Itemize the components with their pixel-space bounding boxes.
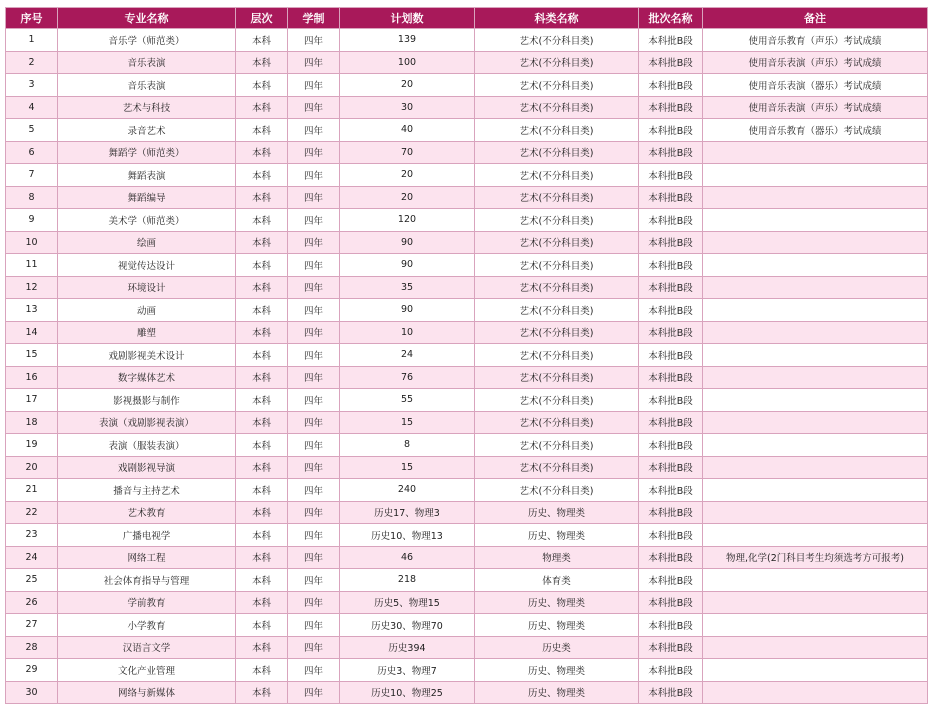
cell-remarks — [703, 411, 928, 434]
cell-major: 汉语言文学 — [58, 636, 236, 659]
cell-seq: 19 — [6, 434, 58, 457]
cell-batch: 本科批B段 — [639, 681, 703, 704]
cell-major: 广播电视学 — [58, 524, 236, 547]
cell-level: 本科 — [236, 119, 288, 142]
cell-major: 录音艺术 — [58, 119, 236, 142]
cell-level: 本科 — [236, 96, 288, 119]
cell-level: 本科 — [236, 231, 288, 254]
cell-batch: 本科批B段 — [639, 119, 703, 142]
cell-seq: 27 — [6, 614, 58, 637]
cell-category: 艺术(不分科目类) — [475, 389, 639, 412]
cell-category: 体育类 — [475, 569, 639, 592]
header-batch: 批次名称 — [639, 8, 703, 29]
cell-batch: 本科批B段 — [639, 299, 703, 322]
cell-duration: 四年 — [288, 614, 340, 637]
cell-major: 文化产业管理 — [58, 659, 236, 682]
cell-batch: 本科批B段 — [639, 411, 703, 434]
cell-remarks — [703, 434, 928, 457]
cell-category: 历史、物理类 — [475, 524, 639, 547]
cell-seq: 5 — [6, 119, 58, 142]
table-row — [6, 389, 928, 412]
cell-plan-count: 90 — [340, 231, 475, 254]
table-row — [6, 344, 928, 367]
cell-level: 本科 — [236, 591, 288, 614]
cell-plan-count: 8 — [340, 434, 475, 457]
cell-major: 小学教育 — [58, 614, 236, 637]
cell-duration: 四年 — [288, 501, 340, 524]
cell-major: 网络与新媒体 — [58, 681, 236, 704]
cell-batch: 本科批B段 — [639, 231, 703, 254]
cell-remarks: 使用音乐表演（器乐）考试成绩 — [703, 74, 928, 97]
cell-batch: 本科批B段 — [639, 434, 703, 457]
cell-category: 艺术(不分科目类) — [475, 344, 639, 367]
cell-seq: 14 — [6, 321, 58, 344]
cell-remarks — [703, 209, 928, 232]
table-row — [6, 524, 928, 547]
cell-seq: 29 — [6, 659, 58, 682]
cell-duration: 四年 — [288, 51, 340, 74]
table-row — [6, 141, 928, 164]
cell-remarks — [703, 479, 928, 502]
cell-batch: 本科批B段 — [639, 276, 703, 299]
cell-major: 表演（戏剧影视表演） — [58, 411, 236, 434]
cell-major: 播音与主持艺术 — [58, 479, 236, 502]
cell-remarks — [703, 614, 928, 637]
cell-category: 物理类 — [475, 546, 639, 569]
cell-category: 艺术(不分科目类) — [475, 29, 639, 52]
cell-remarks — [703, 456, 928, 479]
admission-plan-table — [5, 7, 928, 704]
cell-seq: 11 — [6, 254, 58, 277]
cell-batch: 本科批B段 — [639, 186, 703, 209]
cell-seq: 3 — [6, 74, 58, 97]
cell-category: 艺术(不分科目类) — [475, 119, 639, 142]
cell-duration: 四年 — [288, 96, 340, 119]
table-row — [6, 479, 928, 502]
cell-plan-count: 20 — [340, 164, 475, 187]
cell-remarks — [703, 366, 928, 389]
cell-plan-count: 120 — [340, 209, 475, 232]
cell-seq: 6 — [6, 141, 58, 164]
cell-plan-count: 30 — [340, 96, 475, 119]
cell-category: 艺术(不分科目类) — [475, 51, 639, 74]
cell-level: 本科 — [236, 501, 288, 524]
cell-plan-count: 20 — [340, 74, 475, 97]
cell-seq: 26 — [6, 591, 58, 614]
cell-level: 本科 — [236, 411, 288, 434]
cell-major: 网络工程 — [58, 546, 236, 569]
cell-category: 艺术(不分科目类) — [475, 299, 639, 322]
cell-duration: 四年 — [288, 389, 340, 412]
table-body — [6, 29, 928, 704]
cell-category: 艺术(不分科目类) — [475, 209, 639, 232]
cell-duration: 四年 — [288, 186, 340, 209]
table-row — [6, 74, 928, 97]
cell-major: 舞蹈学（师范类） — [58, 141, 236, 164]
cell-plan-count: 35 — [340, 276, 475, 299]
cell-duration: 四年 — [288, 681, 340, 704]
cell-level: 本科 — [236, 524, 288, 547]
cell-category: 艺术(不分科目类) — [475, 411, 639, 434]
cell-major: 影视摄影与制作 — [58, 389, 236, 412]
cell-major: 音乐表演 — [58, 51, 236, 74]
cell-level: 本科 — [236, 456, 288, 479]
cell-duration: 四年 — [288, 344, 340, 367]
cell-level: 本科 — [236, 299, 288, 322]
cell-category: 艺术(不分科目类) — [475, 456, 639, 479]
cell-batch: 本科批B段 — [639, 141, 703, 164]
cell-duration: 四年 — [288, 164, 340, 187]
cell-remarks: 使用音乐教育（器乐）考试成绩 — [703, 119, 928, 142]
table-row — [6, 29, 928, 52]
cell-batch: 本科批B段 — [639, 479, 703, 502]
table-row — [6, 254, 928, 277]
cell-level: 本科 — [236, 164, 288, 187]
table-row — [6, 321, 928, 344]
cell-seq: 1 — [6, 29, 58, 52]
cell-seq: 25 — [6, 569, 58, 592]
header-seq: 序号 — [6, 8, 58, 29]
table-row — [6, 501, 928, 524]
cell-level: 本科 — [236, 569, 288, 592]
cell-category: 艺术(不分科目类) — [475, 186, 639, 209]
cell-category: 历史、物理类 — [475, 591, 639, 614]
cell-seq: 24 — [6, 546, 58, 569]
table-row — [6, 164, 928, 187]
table-row — [6, 681, 928, 704]
cell-remarks — [703, 591, 928, 614]
cell-plan-count: 139 — [340, 29, 475, 52]
cell-duration: 四年 — [288, 569, 340, 592]
header-level: 层次 — [236, 8, 288, 29]
cell-category: 艺术(不分科目类) — [475, 74, 639, 97]
cell-remarks: 使用音乐表演（声乐）考试成绩 — [703, 96, 928, 119]
cell-major: 舞蹈表演 — [58, 164, 236, 187]
cell-major: 艺术与科技 — [58, 96, 236, 119]
cell-batch: 本科批B段 — [639, 524, 703, 547]
cell-plan-count: 历史394 — [340, 636, 475, 659]
cell-plan-count: 10 — [340, 321, 475, 344]
table-row — [6, 456, 928, 479]
cell-remarks — [703, 164, 928, 187]
cell-batch: 本科批B段 — [639, 569, 703, 592]
cell-plan-count: 历史3、物理7 — [340, 659, 475, 682]
cell-duration: 四年 — [288, 299, 340, 322]
header-plan-count: 计划数 — [340, 8, 475, 29]
cell-seq: 10 — [6, 231, 58, 254]
table-row — [6, 434, 928, 457]
table-row — [6, 299, 928, 322]
cell-major: 环境设计 — [58, 276, 236, 299]
cell-remarks — [703, 659, 928, 682]
cell-category: 历史、物理类 — [475, 501, 639, 524]
cell-major: 音乐学（师范类） — [58, 29, 236, 52]
cell-level: 本科 — [236, 141, 288, 164]
cell-batch: 本科批B段 — [639, 546, 703, 569]
cell-seq: 28 — [6, 636, 58, 659]
cell-batch: 本科批B段 — [639, 659, 703, 682]
cell-duration: 四年 — [288, 231, 340, 254]
cell-major: 戏剧影视导演 — [58, 456, 236, 479]
cell-duration: 四年 — [288, 456, 340, 479]
cell-batch: 本科批B段 — [639, 96, 703, 119]
cell-duration: 四年 — [288, 411, 340, 434]
cell-remarks — [703, 636, 928, 659]
table-header — [6, 8, 928, 29]
cell-seq: 7 — [6, 164, 58, 187]
cell-plan-count: 历史10、物理25 — [340, 681, 475, 704]
cell-major: 动画 — [58, 299, 236, 322]
cell-seq: 18 — [6, 411, 58, 434]
cell-plan-count: 70 — [340, 141, 475, 164]
cell-remarks: 物理,化学(2门科目考生均须选考方可报考) — [703, 546, 928, 569]
cell-plan-count: 240 — [340, 479, 475, 502]
cell-plan-count: 100 — [340, 51, 475, 74]
cell-category: 历史、物理类 — [475, 659, 639, 682]
cell-plan-count: 218 — [340, 569, 475, 592]
cell-level: 本科 — [236, 636, 288, 659]
cell-seq: 30 — [6, 681, 58, 704]
cell-plan-count: 24 — [340, 344, 475, 367]
cell-remarks — [703, 321, 928, 344]
cell-major: 音乐表演 — [58, 74, 236, 97]
cell-major: 视觉传达设计 — [58, 254, 236, 277]
cell-remarks — [703, 186, 928, 209]
cell-batch: 本科批B段 — [639, 74, 703, 97]
cell-plan-count: 90 — [340, 254, 475, 277]
cell-plan-count: 历史10、物理13 — [340, 524, 475, 547]
cell-remarks — [703, 141, 928, 164]
cell-remarks: 使用音乐表演（声乐）考试成绩 — [703, 51, 928, 74]
cell-plan-count: 76 — [340, 366, 475, 389]
cell-level: 本科 — [236, 389, 288, 412]
cell-duration: 四年 — [288, 276, 340, 299]
cell-level: 本科 — [236, 51, 288, 74]
cell-batch: 本科批B段 — [639, 456, 703, 479]
cell-category: 艺术(不分科目类) — [475, 141, 639, 164]
table-row — [6, 119, 928, 142]
cell-level: 本科 — [236, 29, 288, 52]
cell-plan-count: 15 — [340, 456, 475, 479]
header-major: 专业名称 — [58, 8, 236, 29]
table-row — [6, 366, 928, 389]
cell-seq: 16 — [6, 366, 58, 389]
cell-level: 本科 — [236, 254, 288, 277]
cell-duration: 四年 — [288, 74, 340, 97]
cell-duration: 四年 — [288, 524, 340, 547]
cell-level: 本科 — [236, 209, 288, 232]
cell-category: 艺术(不分科目类) — [475, 434, 639, 457]
cell-duration: 四年 — [288, 141, 340, 164]
cell-category: 历史、物理类 — [475, 681, 639, 704]
cell-duration: 四年 — [288, 479, 340, 502]
cell-category: 艺术(不分科目类) — [475, 164, 639, 187]
cell-batch: 本科批B段 — [639, 344, 703, 367]
cell-remarks — [703, 501, 928, 524]
header-row — [6, 8, 928, 29]
cell-seq: 4 — [6, 96, 58, 119]
cell-remarks — [703, 344, 928, 367]
cell-plan-count: 40 — [340, 119, 475, 142]
cell-plan-count: 46 — [340, 546, 475, 569]
cell-level: 本科 — [236, 74, 288, 97]
cell-level: 本科 — [236, 366, 288, 389]
table-row — [6, 659, 928, 682]
cell-remarks — [703, 681, 928, 704]
cell-seq: 21 — [6, 479, 58, 502]
cell-remarks — [703, 524, 928, 547]
cell-level: 本科 — [236, 434, 288, 457]
cell-batch: 本科批B段 — [639, 389, 703, 412]
cell-batch: 本科批B段 — [639, 209, 703, 232]
cell-duration: 四年 — [288, 591, 340, 614]
table-row — [6, 546, 928, 569]
cell-category: 历史类 — [475, 636, 639, 659]
cell-batch: 本科批B段 — [639, 591, 703, 614]
cell-batch: 本科批B段 — [639, 254, 703, 277]
header-remarks: 备注 — [703, 8, 928, 29]
cell-duration: 四年 — [288, 29, 340, 52]
table-row — [6, 569, 928, 592]
cell-batch: 本科批B段 — [639, 366, 703, 389]
cell-major: 社会体育指导与管理 — [58, 569, 236, 592]
cell-major: 艺术教育 — [58, 501, 236, 524]
cell-seq: 12 — [6, 276, 58, 299]
cell-level: 本科 — [236, 681, 288, 704]
table-row — [6, 614, 928, 637]
cell-major: 舞蹈编导 — [58, 186, 236, 209]
cell-duration: 四年 — [288, 209, 340, 232]
table-row — [6, 186, 928, 209]
cell-remarks — [703, 231, 928, 254]
cell-remarks — [703, 276, 928, 299]
cell-batch: 本科批B段 — [639, 29, 703, 52]
cell-seq: 9 — [6, 209, 58, 232]
table-row — [6, 51, 928, 74]
header-duration: 学制 — [288, 8, 340, 29]
cell-seq: 20 — [6, 456, 58, 479]
cell-batch: 本科批B段 — [639, 614, 703, 637]
cell-level: 本科 — [236, 186, 288, 209]
cell-major: 美术学（师范类） — [58, 209, 236, 232]
cell-plan-count: 20 — [340, 186, 475, 209]
cell-remarks — [703, 569, 928, 592]
cell-duration: 四年 — [288, 321, 340, 344]
cell-major: 戏剧影视美术设计 — [58, 344, 236, 367]
cell-seq: 13 — [6, 299, 58, 322]
cell-duration: 四年 — [288, 659, 340, 682]
cell-batch: 本科批B段 — [639, 164, 703, 187]
table-row — [6, 209, 928, 232]
table-row — [6, 96, 928, 119]
cell-remarks — [703, 254, 928, 277]
cell-level: 本科 — [236, 659, 288, 682]
cell-duration: 四年 — [288, 434, 340, 457]
header-category: 科类名称 — [475, 8, 639, 29]
cell-duration: 四年 — [288, 546, 340, 569]
cell-level: 本科 — [236, 614, 288, 637]
cell-duration: 四年 — [288, 119, 340, 142]
cell-category: 艺术(不分科目类) — [475, 321, 639, 344]
cell-remarks: 使用音乐教育（声乐）考试成绩 — [703, 29, 928, 52]
cell-duration: 四年 — [288, 254, 340, 277]
cell-plan-count: 历史17、物理3 — [340, 501, 475, 524]
cell-plan-count: 15 — [340, 411, 475, 434]
cell-category: 艺术(不分科目类) — [475, 96, 639, 119]
cell-category: 艺术(不分科目类) — [475, 366, 639, 389]
table-row — [6, 276, 928, 299]
cell-plan-count: 历史5、物理15 — [340, 591, 475, 614]
cell-seq: 8 — [6, 186, 58, 209]
cell-duration: 四年 — [288, 366, 340, 389]
cell-remarks — [703, 389, 928, 412]
cell-major: 绘画 — [58, 231, 236, 254]
cell-plan-count: 90 — [340, 299, 475, 322]
table-row — [6, 411, 928, 434]
cell-level: 本科 — [236, 546, 288, 569]
cell-category: 艺术(不分科目类) — [475, 479, 639, 502]
cell-category: 历史、物理类 — [475, 614, 639, 637]
cell-plan-count: 55 — [340, 389, 475, 412]
cell-level: 本科 — [236, 344, 288, 367]
cell-remarks — [703, 299, 928, 322]
cell-major: 学前教育 — [58, 591, 236, 614]
cell-batch: 本科批B段 — [639, 636, 703, 659]
table-row — [6, 591, 928, 614]
table-row — [6, 636, 928, 659]
admission-plan-table-wrapper — [5, 7, 927, 704]
table-row — [6, 231, 928, 254]
cell-plan-count: 历史30、物理70 — [340, 614, 475, 637]
cell-seq: 15 — [6, 344, 58, 367]
cell-level: 本科 — [236, 321, 288, 344]
cell-major: 表演（服装表演） — [58, 434, 236, 457]
cell-seq: 2 — [6, 51, 58, 74]
cell-major: 雕塑 — [58, 321, 236, 344]
cell-seq: 23 — [6, 524, 58, 547]
cell-duration: 四年 — [288, 636, 340, 659]
cell-category: 艺术(不分科目类) — [475, 231, 639, 254]
cell-level: 本科 — [236, 479, 288, 502]
cell-seq: 22 — [6, 501, 58, 524]
cell-batch: 本科批B段 — [639, 51, 703, 74]
cell-category: 艺术(不分科目类) — [475, 254, 639, 277]
cell-level: 本科 — [236, 276, 288, 299]
cell-batch: 本科批B段 — [639, 501, 703, 524]
cell-seq: 17 — [6, 389, 58, 412]
cell-category: 艺术(不分科目类) — [475, 276, 639, 299]
cell-batch: 本科批B段 — [639, 321, 703, 344]
cell-major: 数字媒体艺术 — [58, 366, 236, 389]
